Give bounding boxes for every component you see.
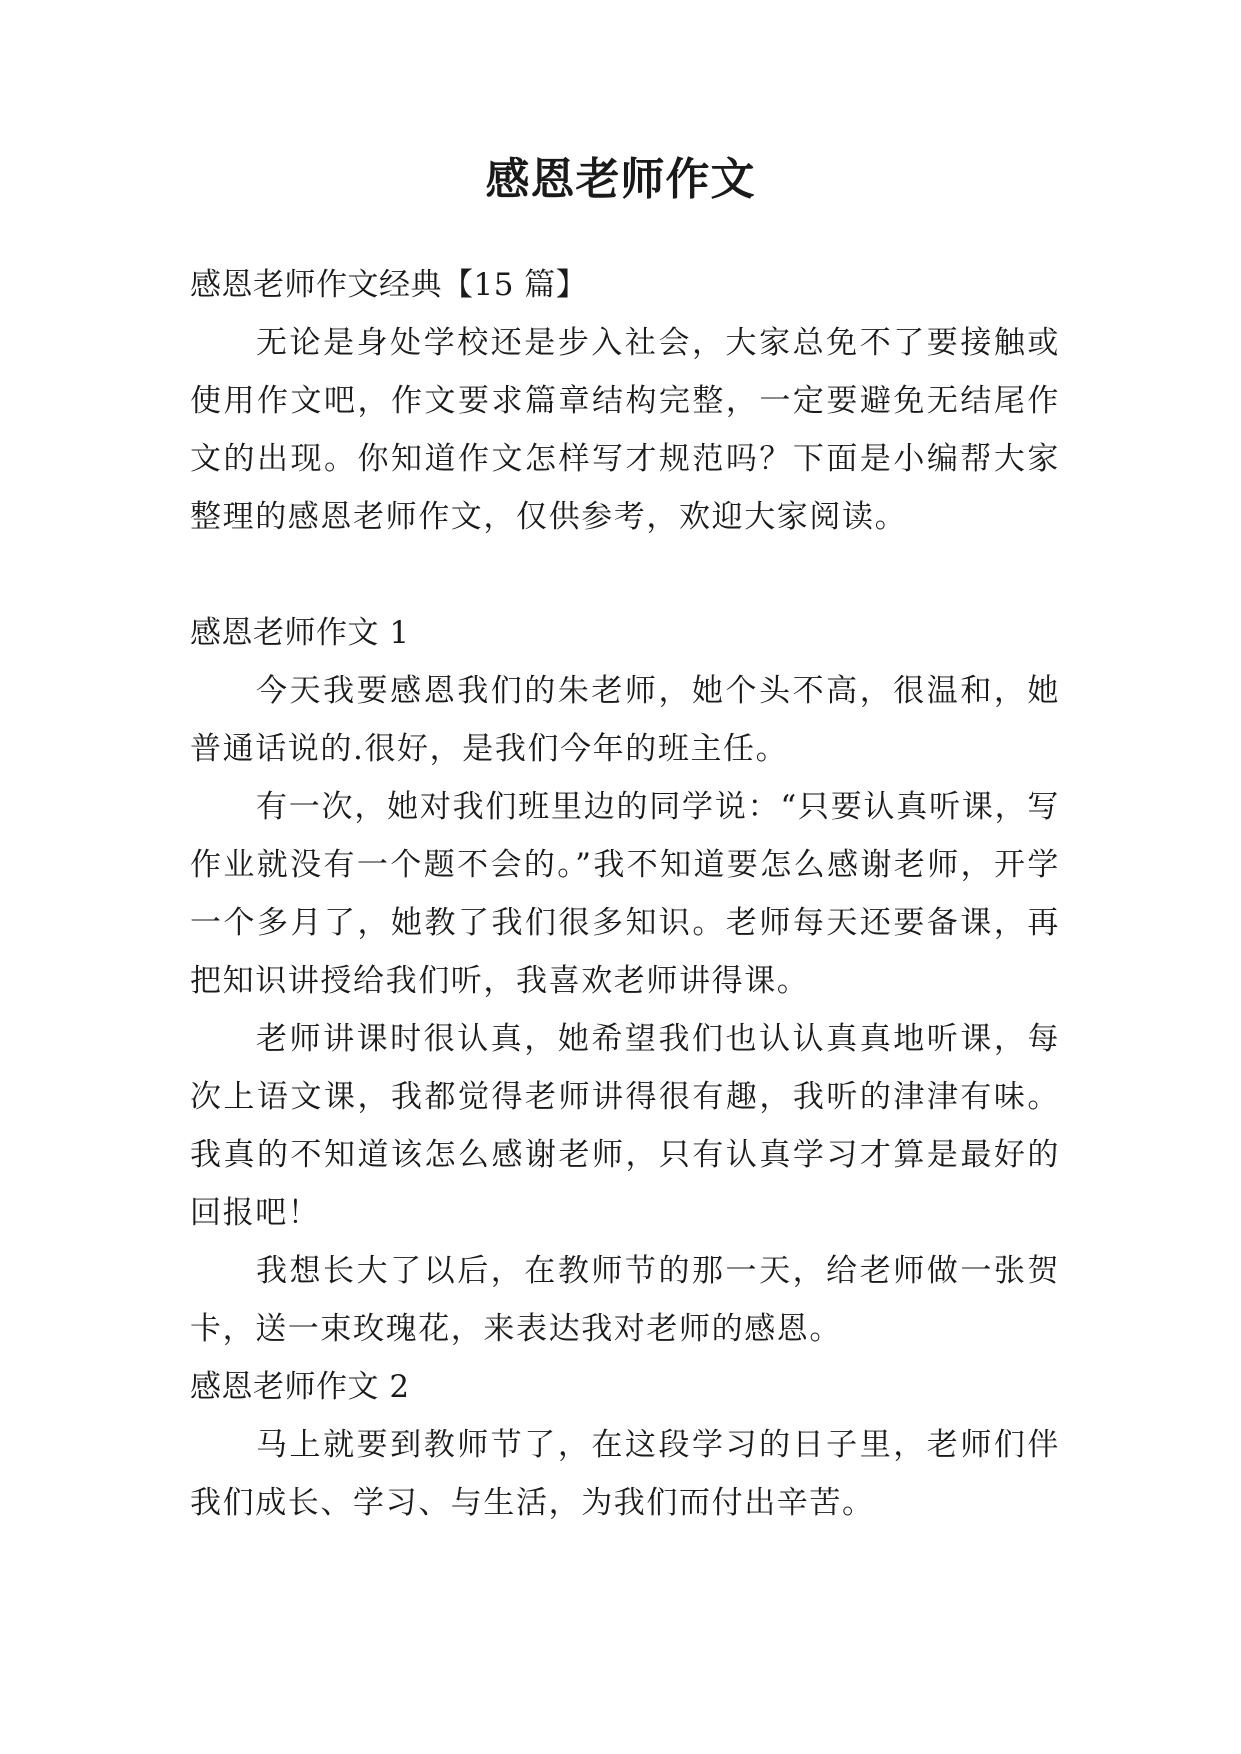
subtitle: 感恩老师作文经典【15 篇】 bbox=[190, 267, 588, 303]
document-body bbox=[190, 256, 1060, 1532]
essay-1-paragraph: 老师讲课时很认真，她希望我们也认认真真地听课，每次上语文课，我都觉得老师讲得很有趣，我听的津津有味。我真的不知道该怎么感谢老师，只有认真学习才算是最好的回报吧！ bbox=[190, 1021, 1060, 1231]
essay-1-paragraph: 有一次，她对我们班里边的同学说：“只要认真听课，写作业就没有一个题不会的。”我不知道要怎么感谢老师，开学一个多月了，她教了我们很多知识。老师每天还要备课，再把知识讲授给我们听，我喜欢老师讲得课。 bbox=[190, 789, 1060, 999]
section-spacer bbox=[190, 546, 1060, 604]
essay-1-paragraph: 今天我要感恩我们的朱老师，她个头不高，很温和，她普通话说的.很好，是我们今年的班主任。 bbox=[190, 673, 1060, 767]
essay-1-heading: 感恩老师作文 1 bbox=[190, 615, 410, 651]
essay-2-paragraph: 马上就要到教师节了，在这段学习的日子里，老师们伴我们成长、学习、与生活，为我们而付出辛苦。 bbox=[190, 1427, 1060, 1521]
essay-1-paragraph: 我想长大了以后，在教师节的那一天，给老师做一张贺卡，送一束玫瑰花，来表达我对老师的感恩。 bbox=[190, 1253, 1060, 1347]
document-title: 感恩老师作文 bbox=[485, 154, 756, 205]
intro-paragraph: 无论是身处学校还是步入社会，大家总免不了要接触或使用作文吧，作文要求篇章结构完整，一定要避免无结尾作文的出现。你知道作文怎样写才规范吗？下面是小编帮大家整理的感恩老师作文，仅供参考，欢迎大家阅读。 bbox=[190, 325, 1060, 535]
essay-2-heading: 感恩老师作文 2 bbox=[190, 1369, 410, 1405]
